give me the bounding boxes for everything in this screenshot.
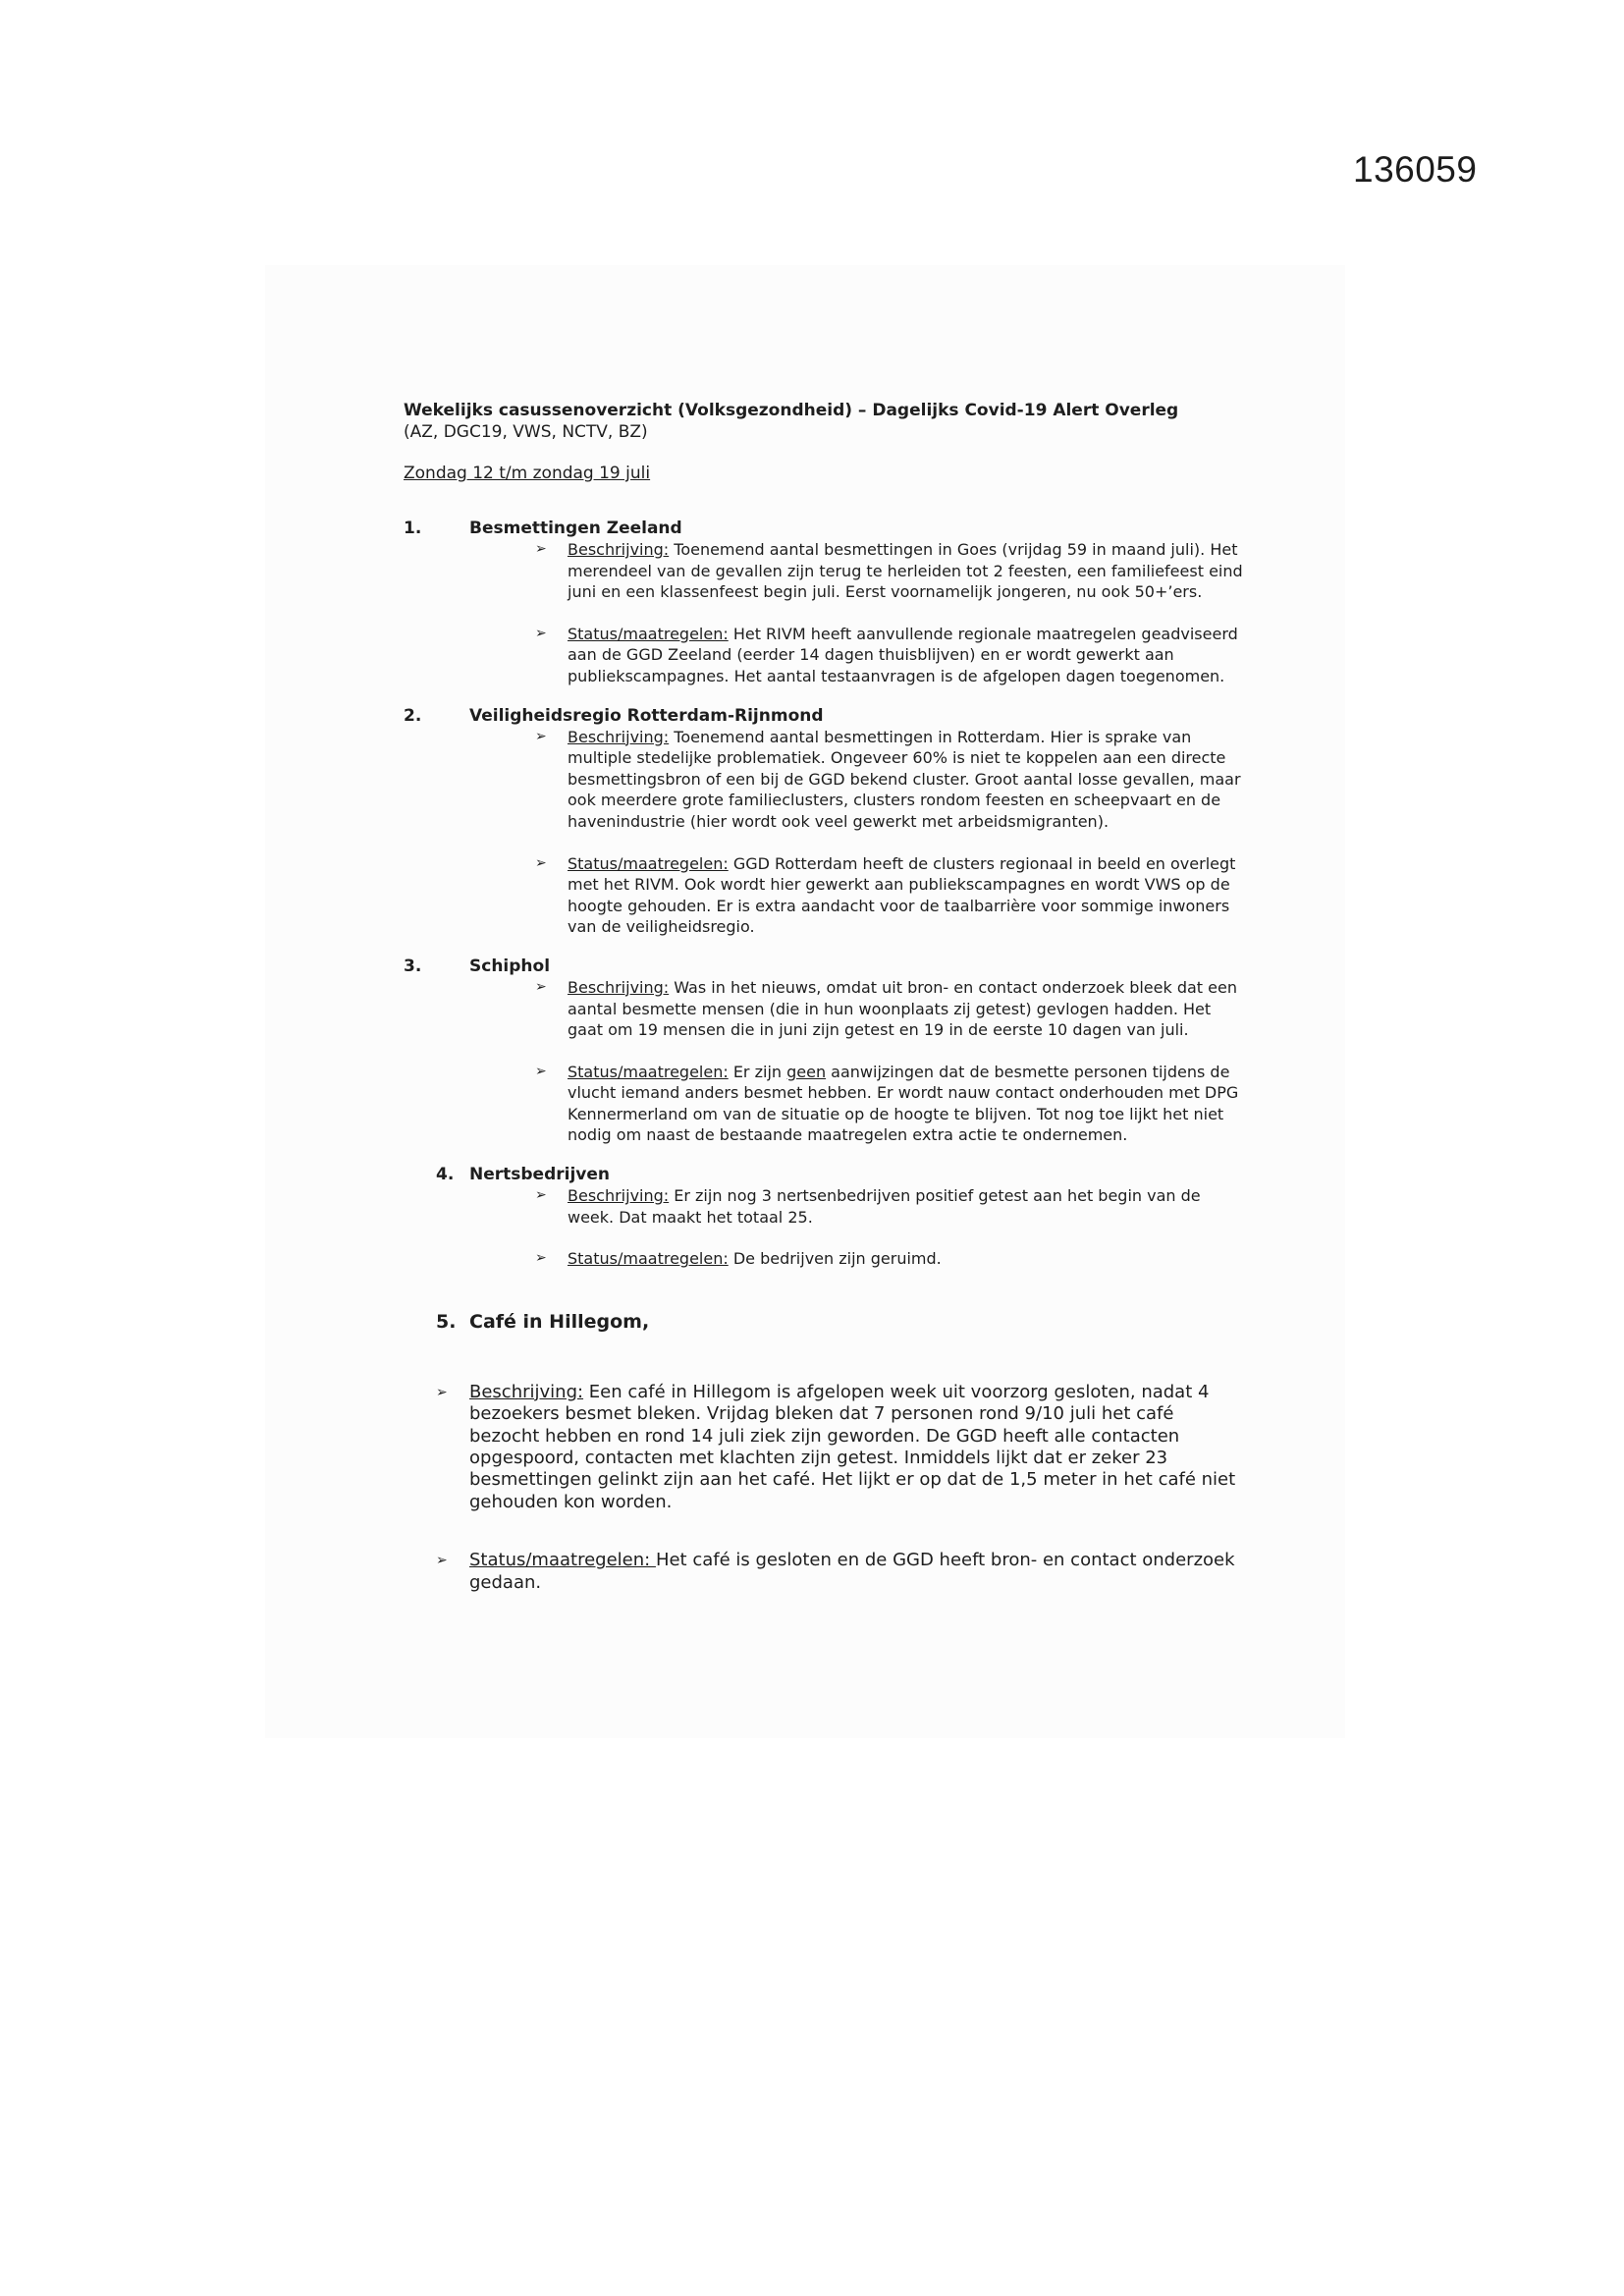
list-item [535, 727, 1248, 833]
section-heading: Besmettingen Zeeland [469, 519, 682, 538]
item-label: Beschrijving: [568, 1186, 670, 1206]
item-text: Toenemend aantal besmettingen in Rotterdam. Hier is sprake van multiple stedelijke problematiek. Ongeveer 60% is niet te koppelen aan een directe besmettingsbron of een bij de GGD bekend cluster. Groot aantal losse gevallen, maar ook meerdere grote familieclusters, clusters rondom feesten en scheepvaart en de havenindustrie (hier wordt ook veel gewerkt met arbeidsmigranten). [568, 727, 1241, 831]
arrow-bullet-icon: ➢ [436, 1553, 448, 1569]
arrow-bullet-icon: ➢ [535, 728, 547, 744]
document-number: 136059 [1353, 149, 1478, 190]
section-5 [404, 1309, 1248, 1594]
item-label: Beschrijving: [568, 977, 670, 997]
item-text-pre: Er zijn [728, 1062, 787, 1081]
item-label: Status/maatregelen: [568, 1062, 729, 1081]
arrow-bullet-icon: ➢ [436, 1384, 448, 1400]
item-text: Toenemend aantal besmettingen in Goes (vrijdag 59 in maand juli). Het merendeel van de gevallen zijn terug te herleiden tot 2 feesten, een familiefeest eind juni en een klassenfeest begin juli. Eerst voornamelijk jongeren, nu ook 50+’ers. [568, 540, 1243, 602]
item-text: Was in het nieuws, omdat uit bron- en contact onderzoek bleek dat een aantal besmette mensen (die in hun woonplaats zij getest) gevlogen hadden. Het gaat om 19 mensen die in juni zijn getest en 19 in de eerste 10 dagen van juli. [568, 977, 1237, 1040]
item-text: Een café in Hillegom is afgelopen week uit voorzorg gesloten, nadat 4 bezoekers besmet bleken. Vrijdag bleken dat 7 personen rond 9/10 juli het café bezocht hebben en rond 14 juli ziek zijn geworden. De GGD heeft alle contacten opgespoord, contacten met klachten zijn getest. Inmiddels lijkt dat er zeker 23 besmettingen gelinkt zijn aan het café. Het lijkt er op dat de 1,5 meter in het café niet gehouden kon worden. [469, 1381, 1236, 1512]
item-label: Beschrijving: [469, 1381, 584, 1402]
list-item [436, 1382, 1248, 1513]
section-2 [404, 705, 1248, 938]
list-item [535, 1062, 1248, 1146]
report-period: Zondag 12 t/m zondag 19 juli [404, 464, 651, 483]
section-number: 2. [404, 705, 422, 726]
item-label: Status/maatregelen: [469, 1550, 656, 1571]
item-text: Er zijn nog 3 nertsenbedrijven positief getest aan het begin van de week. Dat maakt het totaal 25. [568, 1186, 1201, 1227]
item-label: Status/maatregelen: [568, 1249, 729, 1269]
section-heading: Nertsbedrijven [469, 1165, 611, 1185]
section-number: 5. [436, 1310, 457, 1333]
arrow-bullet-icon: ➢ [535, 1187, 547, 1204]
document-subtitle: (AZ, DGC19, VWS, NCTV, BZ) [404, 422, 648, 442]
arrow-bullet-icon: ➢ [535, 854, 547, 871]
section-1 [404, 518, 1248, 687]
item-text: Het RIVM heeft aanvullende regionale maatregelen geadviseerd aan de GGD Zeeland (eerder 14 dagen thuisblijven) en er wordt gewerkt aan publiekscampagnes. Het aantal testaanvragen is de afgelopen dagen toegenomen. [568, 624, 1238, 685]
item-text-post: aanwijzingen dat de besmette personen tijdens de vlucht iemand anders besmet hebben. Er wordt nauw contact onderhouden met DPG Kennermerland om van de situatie op de hoogte te blijven. Tot nog toe lijkt het niet nodig om naast de bestaande maatregelen extra actie te ondernemen. [568, 1062, 1239, 1145]
section-heading: Schiphol [469, 956, 551, 976]
section-3 [404, 956, 1248, 1146]
arrow-bullet-icon: ➢ [535, 978, 547, 995]
list-item [535, 853, 1248, 938]
item-text: GGD Rotterdam heeft de clusters regionaal in beeld en overlegt met het RIVM. Ook wordt hier gewerkt aan publiekscampagnes en wordt VWS op de hoogte gehouden. Er is extra aandacht voor de taalbarrière voor sommige inwoners van de veiligheidsregio. [568, 853, 1236, 937]
document-body [404, 400, 1248, 1594]
item-text-emphasis: geen [786, 1062, 827, 1081]
section-heading: Café in Hillegom, [469, 1310, 650, 1333]
list-item [535, 624, 1248, 687]
list-item [535, 539, 1248, 603]
list-item [436, 1550, 1248, 1594]
item-label: Beschrijving: [568, 727, 670, 746]
section-number: 1. [404, 519, 422, 538]
arrow-bullet-icon: ➢ [535, 1063, 547, 1079]
document-title: Wekelijks casussenoverzicht (Volksgezondheid) – Dagelijks Covid-19 Alert Overleg [404, 401, 1179, 420]
item-label: Beschrijving: [568, 540, 670, 559]
arrow-bullet-icon: ➢ [535, 625, 547, 641]
item-text: De bedrijven zijn geruimd. [728, 1249, 942, 1269]
item-label: Status/maatregelen: [568, 853, 729, 873]
item-label: Status/maatregelen: [568, 624, 729, 643]
section-number: 4. [436, 1165, 455, 1185]
list-item [535, 1248, 1248, 1270]
section-heading: Veiligheidsregio Rotterdam-Rijnmond [469, 705, 824, 726]
arrow-bullet-icon: ➢ [535, 541, 547, 557]
section-4 [404, 1164, 1248, 1270]
item-text: Het café is gesloten en de GGD heeft bron- en contact onderzoek gedaan. [469, 1550, 1235, 1593]
section-number: 3. [404, 956, 422, 976]
arrow-bullet-icon: ➢ [535, 1250, 547, 1267]
list-item [535, 977, 1248, 1041]
list-item [535, 1185, 1248, 1228]
